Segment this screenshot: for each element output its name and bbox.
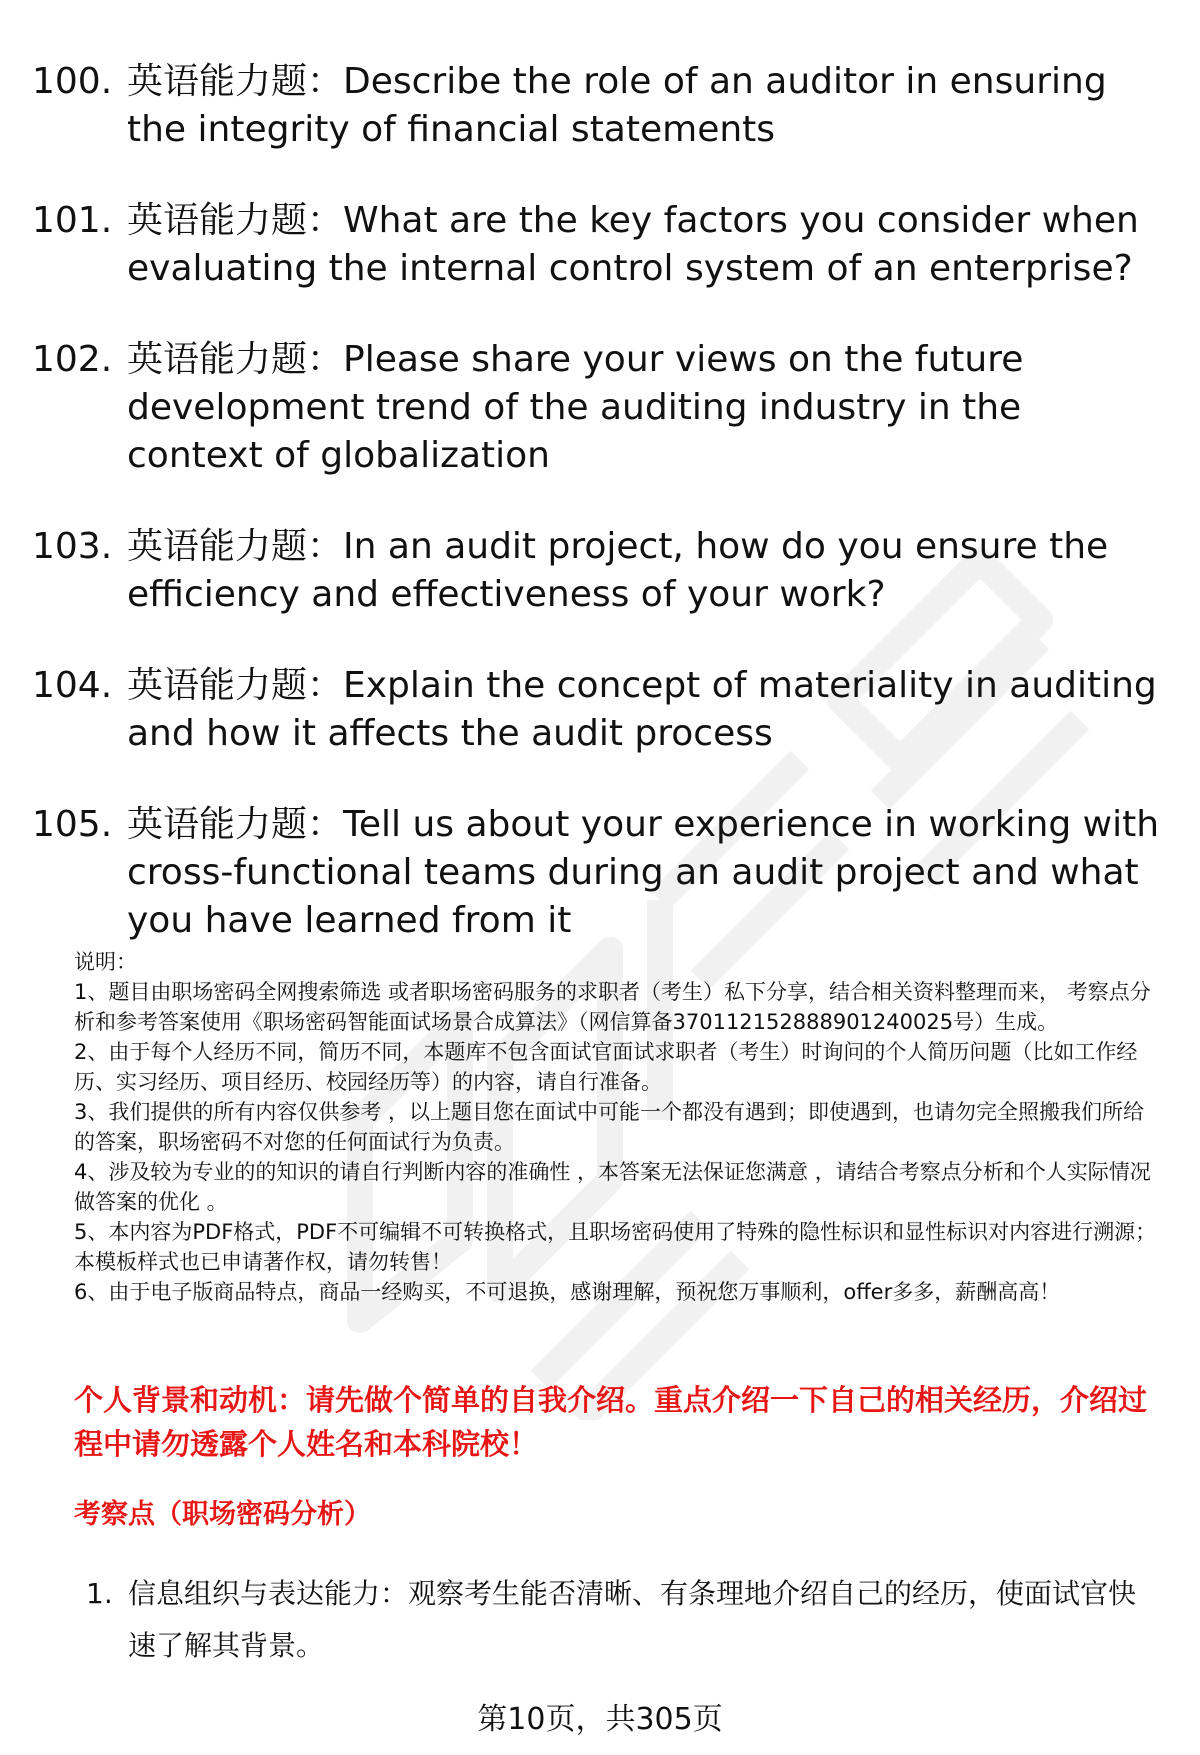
note-item: 1、题目由职场密码全网搜索筛选 或者职场密码服务的求职者（考生）私下分享，结合相关资料整理而来， 考察点分析和参考答案使用《职场密码智能面试场景合成算法》（网信算备370112152888901240025号）生成。 <box>74 980 1151 1034</box>
analysis-index: 1. <box>86 1577 113 1610</box>
question-text: 英语能力题：Tell us about your experience in working with cross-functional teams during an audit project and what you have learned from it <box>127 804 1160 941</box>
question-item <box>32 336 1162 480</box>
question-text: 英语能力题：Please share your views on the future development trend of the auditing industry in the context of globalization <box>127 339 1024 476</box>
question-number: 105. <box>32 804 113 845</box>
question-item <box>32 801 1162 945</box>
note-item: 3、我们提供的所有内容仅供参考 ，以上题目您在面试中可能一个都没有遇到；即使遇到，也请勿完全照搬我们所给的答案，职场密码不对您的任何面试行为负责。 <box>74 1100 1145 1154</box>
analysis-item <box>86 1568 1156 1672</box>
question-text: 英语能力题：What are the key factors you consider when evaluating the internal control system of an enterprise? <box>127 200 1139 289</box>
question-text: 英语能力题：Explain the concept of materiality in auditing and how it affects the audit process <box>127 665 1157 754</box>
question-text: 英语能力题：In an audit project, how do you ensure the efficiency and effectiveness of your work? <box>127 526 1109 615</box>
question-number: 102. <box>32 339 113 380</box>
question-item <box>32 523 1162 619</box>
disclaimer-notes <box>74 947 1164 1307</box>
note-item: 6、由于电子版商品特点，商品一经购买，不可退换，感谢理解，预祝您万事顺利，offer多多，薪酬高高！ <box>74 1280 1061 1304</box>
question-item <box>32 58 1162 154</box>
question-number: 104. <box>32 665 113 706</box>
question-list <box>32 58 1162 988</box>
analysis-text: 信息组织与表达能力：观察考生能否清晰、有条理地介绍自己的经历，使面试官快速了解其背景。 <box>128 1577 1137 1662</box>
question-text: 英语能力题：Describe the role of an auditor in ensuring the integrity of financial statements <box>127 61 1107 150</box>
note-item: 4、涉及较为专业的的知识的请自行判断内容的准确性 ，本答案无法保证您满意 ，请结合考察点分析和个人实际情况做答案的优化 。 <box>74 1160 1151 1214</box>
question-item <box>32 197 1162 293</box>
note-item: 5、本内容为PDF格式，PDF不可编辑不可转换格式，且职场密码使用了特殊的隐性标识和显性标识对内容进行溯源；本模板样式也已申请著作权，请勿转售！ <box>74 1220 1157 1274</box>
question-number: 103. <box>32 526 113 567</box>
note-item: 2、由于每个人经历不同，简历不同，本题库不包含面试官面试求职者（考生）时询问的个人简历问题（比如工作经历、实习经历、项目经历、校园经历等）的内容，请自行准备。 <box>74 1040 1138 1094</box>
question-number: 100. <box>32 61 113 102</box>
notes-title: 说明： <box>74 950 137 974</box>
page-footer: 第10页，共305页 <box>477 1702 723 1737</box>
question-heading: 个人背景和动机：请先做个简单的自我介绍。重点介绍一下自己的相关经历，介绍过程中请勿透露个人姓名和本科院校！ <box>74 1383 1148 1461</box>
analysis-heading: 考察点（职场密码分析） <box>74 1499 371 1530</box>
question-item <box>32 662 1162 758</box>
question-number: 101. <box>32 200 113 241</box>
